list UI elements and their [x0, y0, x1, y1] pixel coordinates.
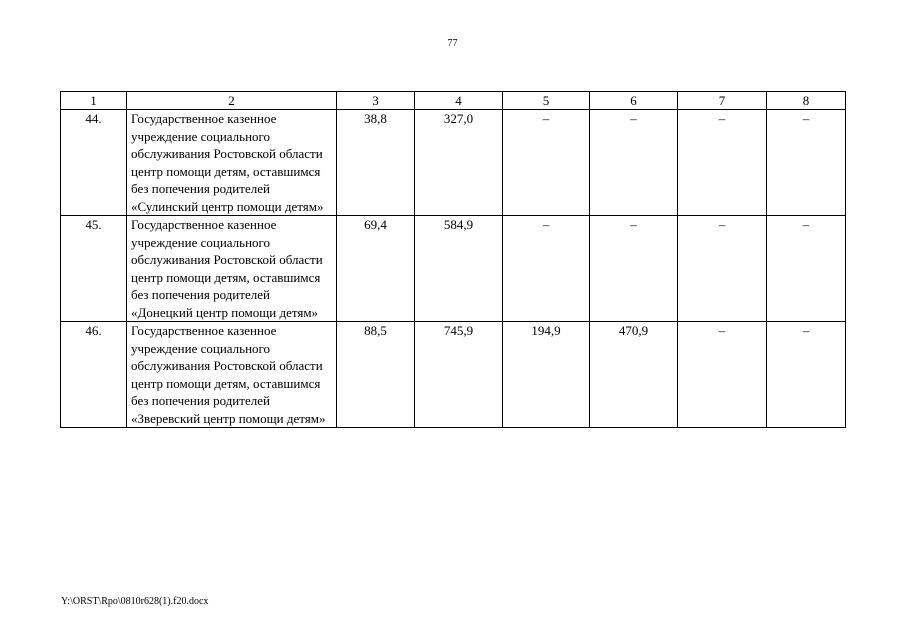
cell-col-5: 194,9	[503, 322, 590, 428]
cell-col-5: –	[503, 216, 590, 322]
cell-col-8: –	[767, 322, 846, 428]
cell-col-6: –	[590, 110, 678, 216]
data-table	[60, 91, 846, 428]
cell-col-8: –	[767, 110, 846, 216]
table-row	[61, 110, 846, 216]
table-row	[61, 322, 846, 428]
column-header: 7	[678, 92, 767, 110]
row-number: 44.	[61, 110, 127, 216]
cell-col-6: 470,9	[590, 322, 678, 428]
cell-col-4: 327,0	[415, 110, 503, 216]
column-header: 3	[337, 92, 415, 110]
column-header: 6	[590, 92, 678, 110]
cell-col-6: –	[590, 216, 678, 322]
cell-col-5: –	[503, 110, 590, 216]
institution-name: Государственное казенное учреждение социального обслуживания Ростовской области центр помощи детям, оставшимся без попечения родителей «Сулинский центр помощи детям»	[127, 110, 337, 216]
column-header: 1	[61, 92, 127, 110]
institution-name: Государственное казенное учреждение социального обслуживания Ростовской области центр помощи детям, оставшимся без попечения родителей «Донецкий центр помощи детям»	[127, 216, 337, 322]
institution-name: Государственное казенное учреждение социального обслуживания Ростовской области центр помощи детям, оставшимся без попечения родителей «Зверевский центр помощи детям»	[127, 322, 337, 428]
table-row	[61, 216, 846, 322]
cell-col-3: 69,4	[337, 216, 415, 322]
cell-col-7: –	[678, 110, 767, 216]
cell-col-4: 745,9	[415, 322, 503, 428]
row-number: 45.	[61, 216, 127, 322]
row-number: 46.	[61, 322, 127, 428]
cell-col-8: –	[767, 216, 846, 322]
cell-col-3: 38,8	[337, 110, 415, 216]
column-header: 4	[415, 92, 503, 110]
footer-file-path: Y:\ORST\Rpo\0810r628(1).f20.docx	[61, 596, 209, 607]
column-header: 2	[127, 92, 337, 110]
cell-col-7: –	[678, 322, 767, 428]
page-number: 77	[447, 38, 458, 49]
cell-col-3: 88,5	[337, 322, 415, 428]
header-row	[61, 92, 846, 110]
cell-col-4: 584,9	[415, 216, 503, 322]
column-header: 8	[767, 92, 846, 110]
cell-col-7: –	[678, 216, 767, 322]
column-header: 5	[503, 92, 590, 110]
